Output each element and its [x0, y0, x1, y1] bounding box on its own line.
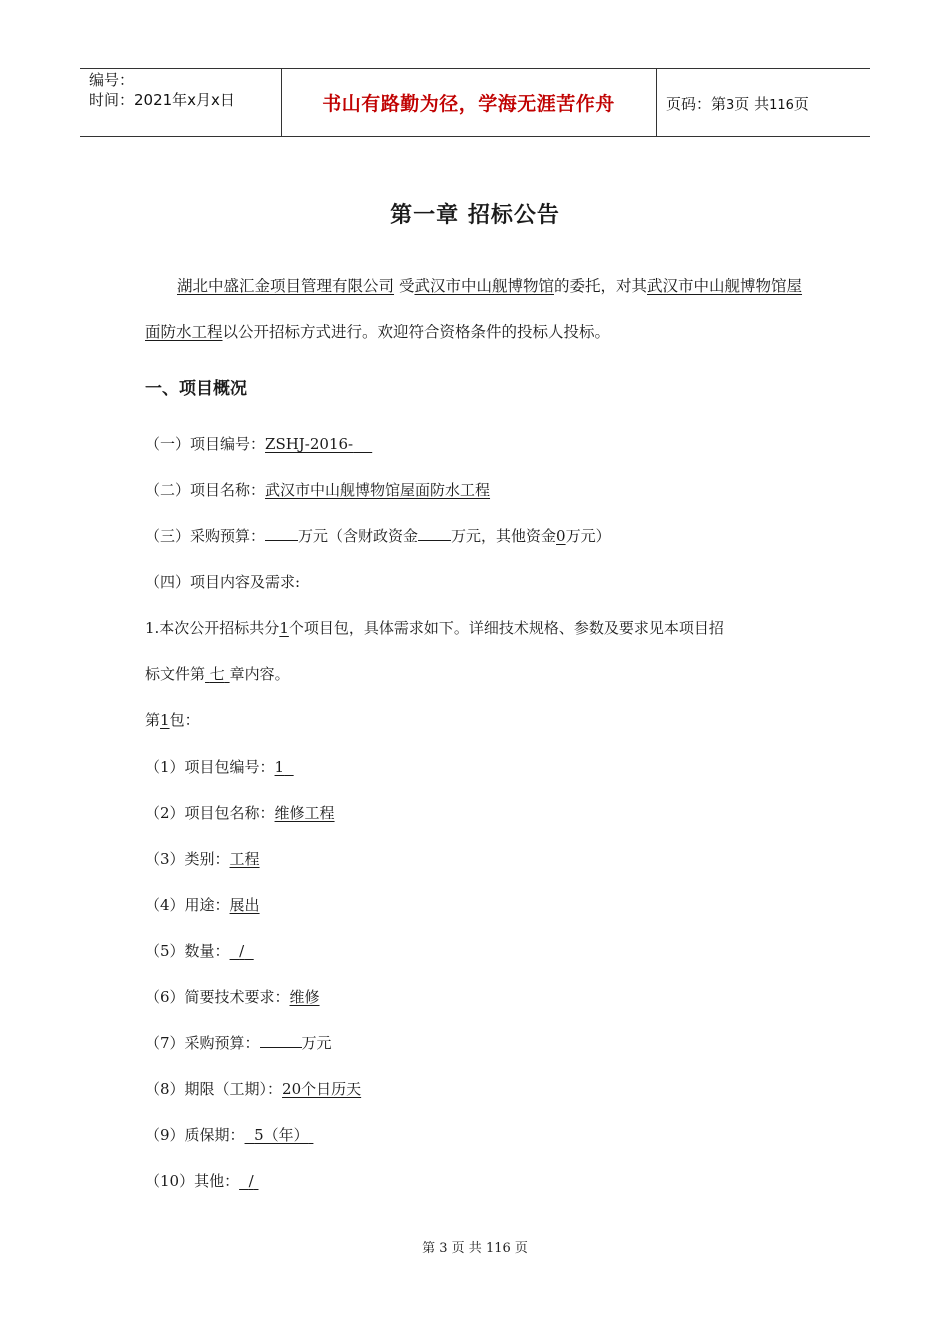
- packages-count: 1: [279, 619, 289, 637]
- package-heading-b: 包：: [169, 711, 200, 729]
- intro-text-3: 以公开招标方式进行。欢迎符合资格条件的投标人投标。: [222, 323, 611, 341]
- header-divider-right: [656, 68, 657, 136]
- project-code-line: [145, 433, 372, 454]
- package-item-value: /: [248, 1172, 254, 1190]
- header-page-number: 3: [726, 98, 735, 113]
- intro-agency: 湖北中盛汇金项目管理有限公司: [177, 277, 395, 295]
- intro-text-2: 的委托，对其: [553, 277, 647, 295]
- header-page-prefix: 页码：第: [666, 95, 727, 113]
- footer-text-c: 页: [514, 1241, 528, 1256]
- package-item-label: （8）期限（工期）：: [145, 1080, 283, 1098]
- package-item-label: （2）项目包名称：: [145, 804, 275, 822]
- package-item-value: 20个日历天: [282, 1080, 362, 1098]
- package-item: [145, 894, 260, 915]
- packages-line-2: [145, 663, 290, 684]
- package-item: [145, 802, 335, 823]
- packages-text-d: 章内容。: [229, 665, 290, 683]
- project-content-label: （四）项目内容及需求:: [145, 573, 301, 591]
- chapter-title: 第一章 招标公告: [390, 203, 560, 228]
- package-item: [145, 1032, 332, 1053]
- budget-text-d: 万元）: [565, 527, 611, 545]
- project-code-label: （一）项目编号：: [145, 435, 266, 453]
- header-meta: [89, 70, 235, 110]
- header-bottom-rule: [80, 136, 870, 137]
- footer-page-total: 116: [485, 1241, 511, 1256]
- header-motto: 书山有路勤为径，学海无涯苦作舟: [322, 93, 615, 115]
- package-item-label: （10）其他：: [145, 1172, 240, 1190]
- project-name-line: [145, 479, 490, 500]
- package-item-label: （1）项目包编号：: [145, 758, 275, 776]
- header-page-total: 116: [769, 98, 794, 113]
- package-item-value: 工程: [229, 850, 260, 868]
- package-item: [145, 756, 294, 777]
- intro-text-1: 受: [398, 277, 415, 295]
- package-item-label: （4）用途：: [145, 896, 230, 914]
- package-item-value: 维修工程: [274, 804, 335, 822]
- footer-page-number: 3: [439, 1241, 448, 1256]
- intro-project: 武汉市中山舰博物馆屋面防水工程: [145, 277, 803, 341]
- packages-chapter: 七: [209, 665, 225, 683]
- header-page-info: [666, 93, 809, 114]
- packages-text-b: 个项目包，具体需求如下。详细技术规格、参数及要求见本项目招: [288, 619, 724, 637]
- header-page-suffix: 页: [793, 95, 809, 113]
- page-footer: [0, 1237, 950, 1256]
- package-heading: [145, 709, 200, 730]
- package-item-value: 维修: [289, 988, 320, 1006]
- packages-line-1: [145, 617, 724, 638]
- package-item-label: （3）类别：: [145, 850, 230, 868]
- budget-label: （三）采购预算：: [145, 527, 266, 545]
- intro-client: 武汉市中山舰博物馆: [414, 277, 554, 295]
- package-item-label: （6）简要技术要求：: [145, 988, 290, 1006]
- packages-text-c: 标文件第: [145, 665, 206, 683]
- footer-text-a: 第: [422, 1241, 436, 1256]
- header-page-mid: 页 共: [734, 95, 770, 113]
- package-budget-blank: [260, 1033, 302, 1048]
- budget-total-blank: [265, 526, 298, 541]
- package-item: [145, 986, 320, 1007]
- budget-text-c: 万元，其他资金: [451, 527, 557, 545]
- package-item-label: （5）数量：: [145, 942, 230, 960]
- package-item-value: 5（年）: [254, 1126, 309, 1144]
- budget-text-b: 万元（含财政资金: [298, 527, 419, 545]
- package-item: [145, 1124, 313, 1145]
- header-top-rule: [80, 68, 870, 69]
- package-item: [145, 1078, 361, 1099]
- package-item: [145, 848, 260, 869]
- project-code-value: ZSHJ-2016-: [265, 435, 354, 453]
- project-budget-line: [145, 525, 611, 546]
- project-name-label: （二）项目名称：: [145, 481, 266, 499]
- budget-fiscal-blank: [418, 526, 451, 541]
- header-number-label: 编号：: [89, 71, 135, 89]
- package-item: [145, 940, 254, 961]
- project-content-line: [145, 571, 300, 592]
- package-heading-number: 1: [160, 711, 170, 729]
- header-time-label: 时间：2021年x月x日: [89, 91, 235, 109]
- package-item-value: 1: [274, 758, 285, 776]
- footer-text-b: 页 共: [451, 1241, 482, 1256]
- package-item-suffix: 万元: [301, 1034, 332, 1052]
- packages-text-a: 1.本次公开招标共分: [145, 619, 280, 637]
- project-name-value: 武汉市中山舰博物馆屋面防水工程: [265, 481, 491, 499]
- package-item: [145, 1170, 258, 1191]
- package-heading-a: 第: [145, 711, 161, 729]
- package-item-label: （9）质保期：: [145, 1126, 245, 1144]
- package-item-label: （7）采购预算：: [145, 1034, 260, 1052]
- budget-other-value: 0: [556, 527, 566, 545]
- package-item-value: 展出: [229, 896, 260, 914]
- intro-paragraph: [145, 263, 815, 355]
- section-heading: 一、项目概况: [145, 379, 247, 399]
- package-item-value: /: [239, 942, 245, 960]
